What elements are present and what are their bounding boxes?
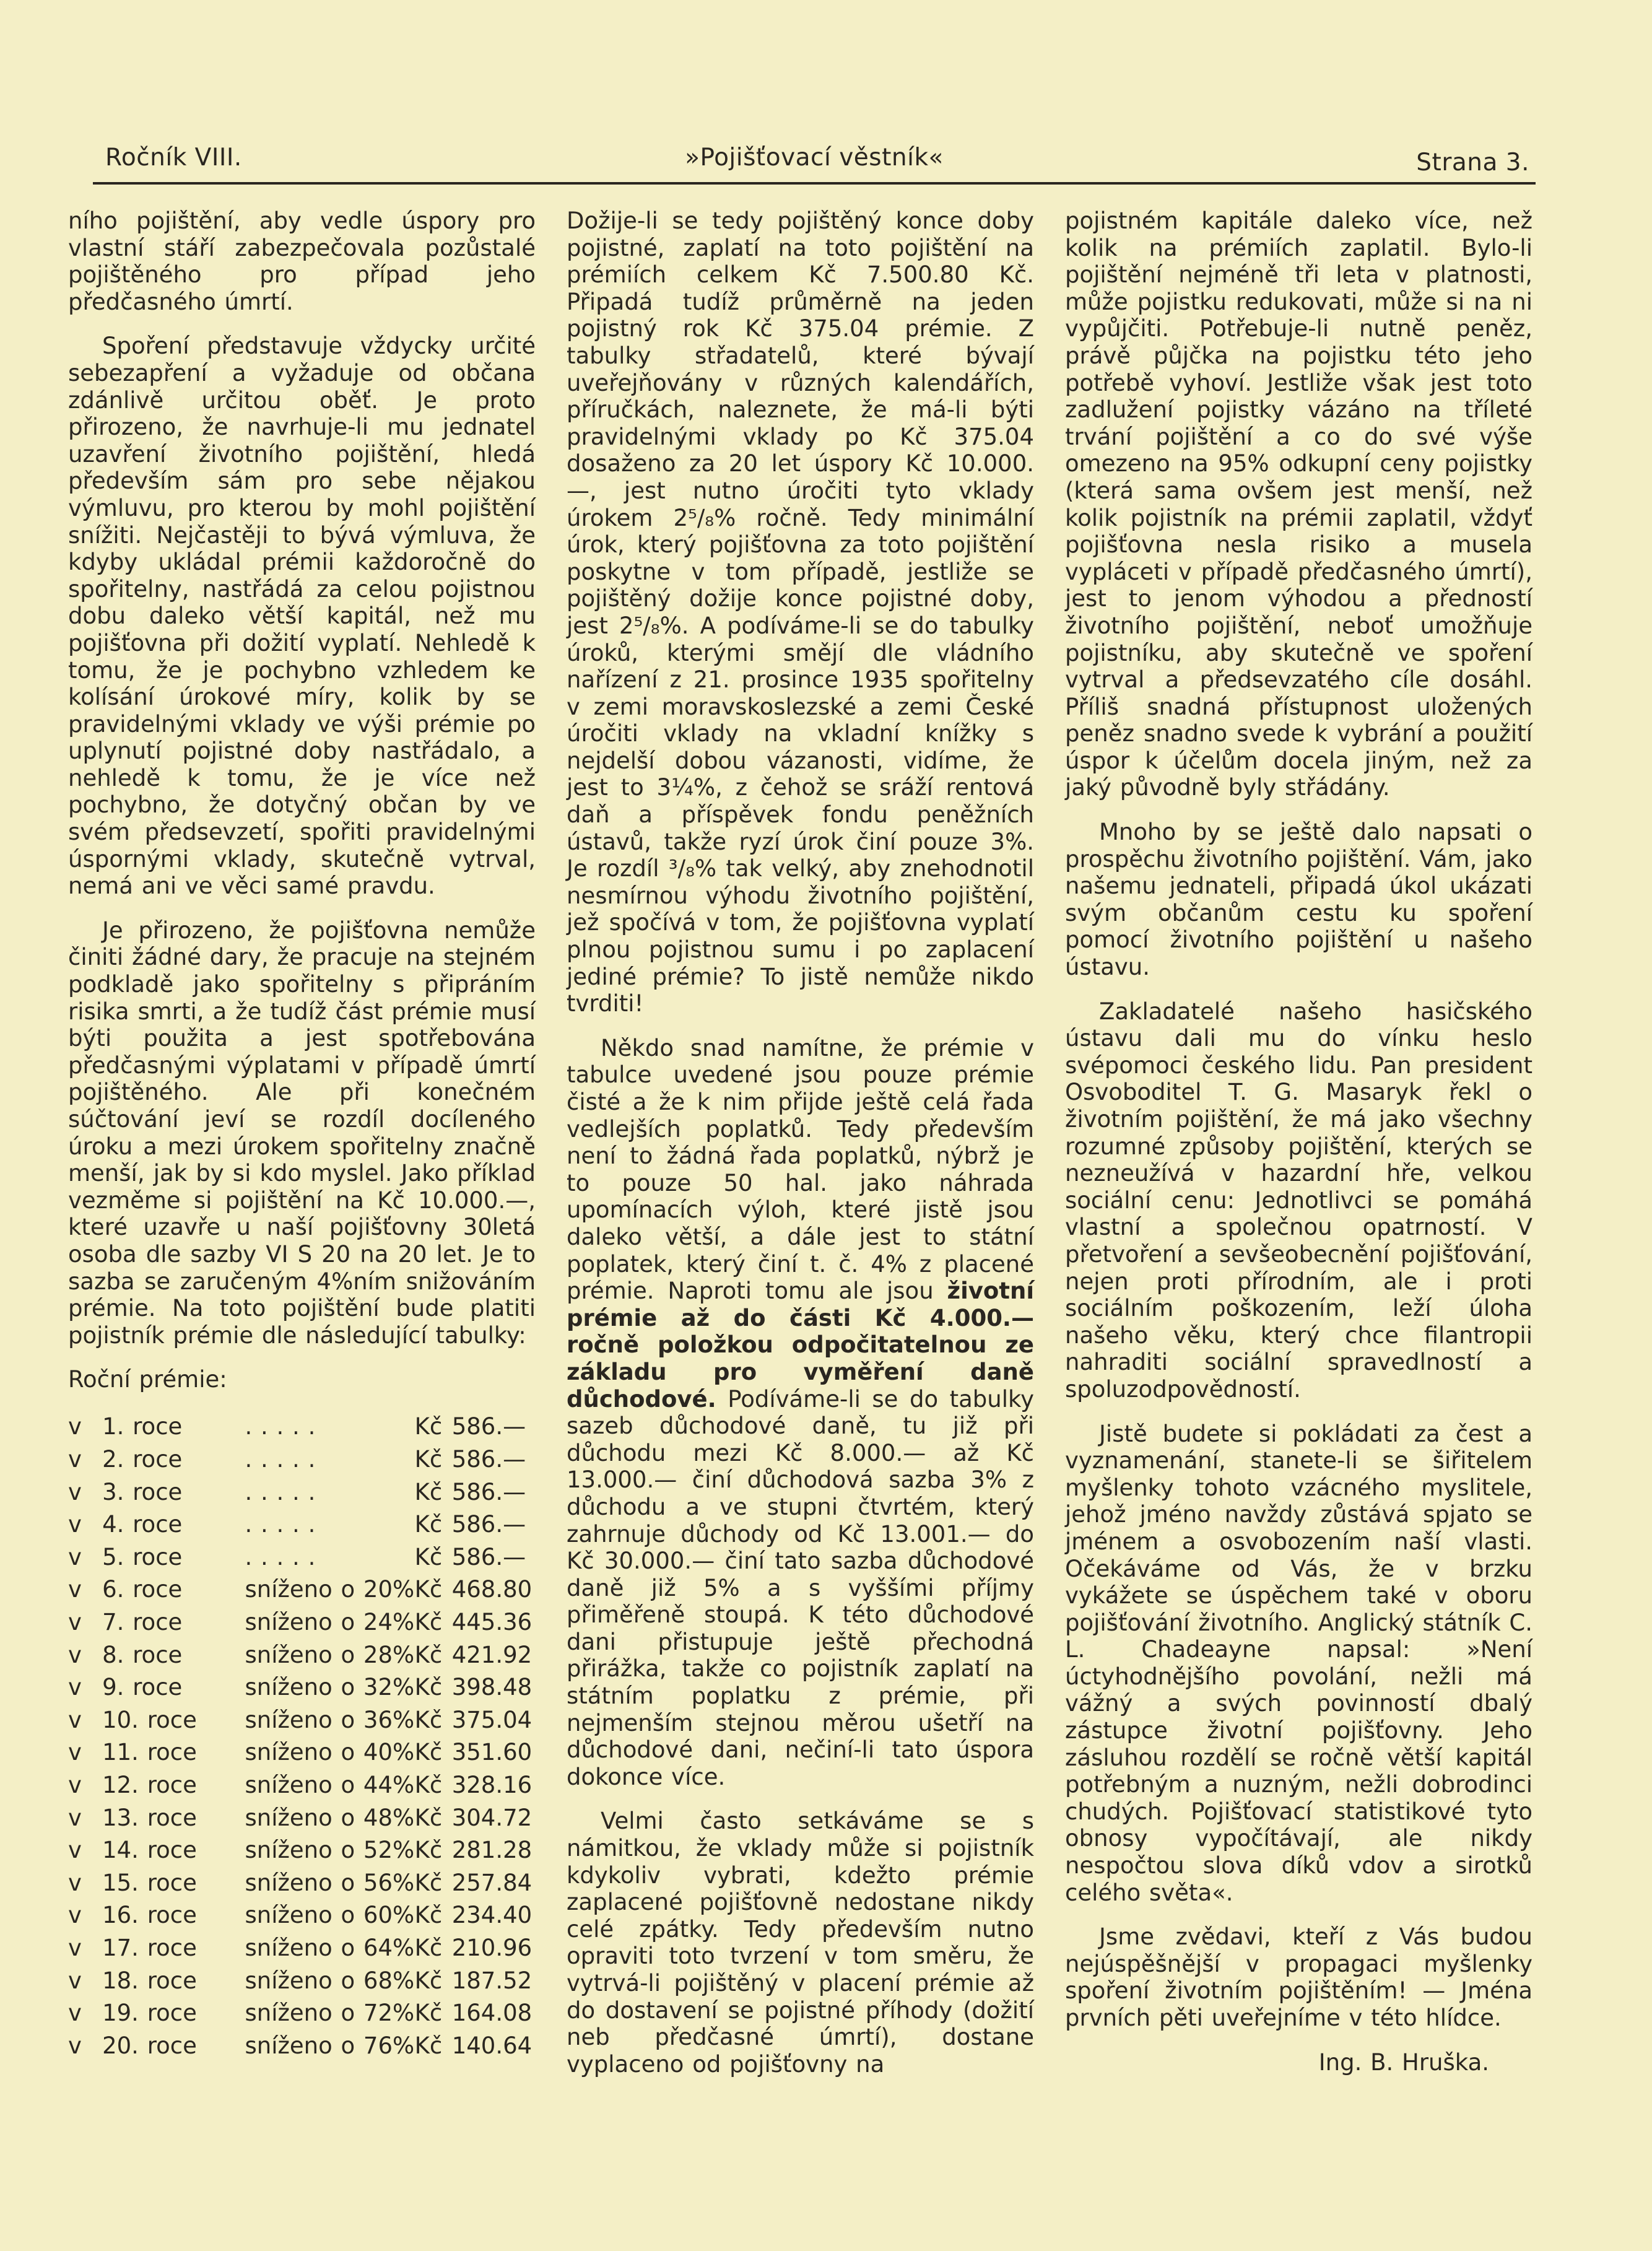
currency-cell: Kč — [414, 1543, 443, 1570]
paragraph: Zakladatelé našeho hasičského ústavu dali mu do vínku heslo svépomoci českého lidu. Pan president Osvoboditel T. G. Masaryk řekl o životním pojištění, že má jako všechny rozumné způsoby pojištění, kterých se nezneužívá v hazardní hře, velkou sociální cenu: Jednotlivci se pomáhá vlastní a společnou opatrností. V přetvoření a sevšeobecnění pojišťování, nejen proti přírodním, ale i proti sociálním poškozením, leží úloha našeho věku, který chce filantropii nahraditi sociální spravedlností a spoluzodpovědností. — [1065, 998, 1532, 1403]
reduction-cell: . . . . . — [245, 1511, 316, 1538]
row-prefix: v — [68, 1967, 82, 1994]
paragraph: Velmi často setkáváme se s námitkou, že vklady může si pojistník kdykoliv vybrati, kdežto prémie zaplacené pojišťovně nedostane nikdy celé zpátky. Tedy především nutno opraviti toto tvrzení v tom směru, že vytrvá-li pojištěný v placení prémie až do dostavení se pojistné příhody (dožití neb předčasné úmrtí), dostane vyplaceno od pojišťovny na — [567, 1808, 1034, 2078]
paragraph: Je přirozeno, že pojišťovna nemůže činiti žádné dary, že pracuje na stejném podkladě jako spořitelny s připráním risika smrti, a že tudíž část prémie musí býti použita a jest spotřebována předčasnými výplatami v případě úmrtí pojištěného. Ale při konečném súčtování jeví se rozdíl docíleného úroku a mezi úrokem spořitelny značně menší, jak by si kdo myslel. Jako příklad vezměme si pojištění na Kč 10.000.—, které uzavře u naší pojišťovny 30letá osoba dle sazby VI S 20 na 20 let. Je to sazba se zaručeným 4%ním snižováním prémie. Na toto pojištění bude platiti pojistník prémie dle následující tabulky: — [68, 917, 536, 1349]
table-row — [68, 1411, 545, 1443]
row-prefix: v — [68, 1413, 82, 1440]
currency-cell: Kč — [414, 1837, 443, 1864]
row-prefix: v — [68, 1837, 82, 1864]
reduction-cell: sníženo o 40% — [245, 1739, 415, 1766]
currency-cell: Kč — [414, 1804, 443, 1831]
amount-cell: 210.96 — [451, 1934, 533, 1961]
currency-cell: Kč — [414, 1771, 443, 1798]
currency-cell: Kč — [414, 1511, 443, 1538]
paragraph: Dožije-li se tedy pojištěný konce doby pojistné, zaplatí na toto pojištění na prémiích celkem Kč 7.500.80 Kč. Připadá tudíž průměrně na jeden pojistný rok Kč 375.04 prémie. Z tabulky střadatelů, které bývají uveřejňovány v různých kalendářích, příručkách, naleznete, že má-li býti pravidelnými vklady po Kč 375.04 dosaženo za 20 let úspory Kč 10.000.—, jest nutno úročiti tyto vklady úrokem 2⁵/₈% ročně. Tedy minimální úrok, který pojišťovna za toto pojištění poskytne v tom případě, jestliže se pojištěný dožije konce pojistné doby, jest 2⁵/₈%. A podíváme-li se do tabulky úroků, kterými smějí dle vládního nařízení z 21. prosince 1935 spořitelny v zemi moravskoslezské a zemi České úročiti vklady na vkladní knížky s nejdelší dobou vázanosti, vidíme, že jest to 3¼%, z čehož se sráží rentová daň a příspěvek fondu peněžních ústavů, takže ryzí úrok činí pouze 3%. Je rozdíl ³/₈% tak velký, aby znehodnotil nesmírnou výhodu životního pojištění, jež spočívá v tom, že pojišťovna vyplatí plnou pojistnou sumu i po zaplacení jediné prémie? To jistě nemůže nikdo tvrditi! — [567, 207, 1034, 1017]
row-prefix: v — [68, 2000, 82, 2027]
row-prefix: v — [68, 1869, 82, 1896]
row-prefix: v — [68, 1609, 82, 1635]
column-1 — [68, 207, 536, 2062]
table-row — [68, 1639, 545, 1671]
amount-cell: 187.52 — [451, 1967, 533, 1994]
volume-label: Ročník VIII. — [105, 144, 242, 172]
currency-cell: Kč — [414, 1967, 443, 1994]
currency-cell: Kč — [414, 1576, 443, 1603]
reduction-cell: . . . . . — [245, 1478, 316, 1505]
table-row — [68, 1704, 545, 1736]
amount-cell: 164.08 — [451, 2000, 533, 2027]
paragraph: ního pojištění, aby vedle úspory pro vlastní stáří zabezpečovala pozůstalé pojištěného pro případ jeho předčasného úmrtí. — [68, 207, 536, 315]
author-signature: Ing. B. Hruška. — [1318, 2049, 1489, 2076]
table-row — [68, 1509, 545, 1541]
year-cell: 12. roce — [102, 1771, 197, 1798]
header-rule — [93, 182, 1536, 185]
table-row — [68, 1964, 545, 1997]
reduction-cell: sníženo o 60% — [245, 1902, 415, 1929]
currency-cell: Kč — [414, 2000, 443, 2027]
reduction-cell: sníženo o 76% — [245, 2032, 415, 2059]
column-3 — [1065, 207, 1532, 2076]
paragraph: Spoření představuje vždycky určité sebezapření a vyžaduje od občana zdánlivě určitou oběť. Je proto přirozeno, že navrhuje-li mu jednatel uzavření životního pojištění, hledá především sám pro sebe nějakou výmluvu, pro kterou by mohl pojištění snížiti. Nejčastěji to bývá výmluva, že kdyby ukládal prémii každoročně do spořitelny, nastřádá za celou pojistnou dobu daleko větší kapitál, než mu pojišťovna při dožití vyplatí. Nehledě k tomu, že je pochybno vzhledem ke kolísání úrokové míry, kolik by se pravidelnými vklady ve výši prémie po uplynutí pojistné doby nastřádalo, a nehledě k tomu, že je více než pochybno, že dotyčný občan by ve svém předsevzetí, spořiti pravidelnými úspornými vklady, skutečně vytrval, nemá ani ve věci samé pravdu. — [68, 333, 536, 900]
currency-cell: Kč — [414, 1478, 443, 1505]
amount-cell: 375.04 — [451, 1706, 533, 1733]
paragraph: Jistě budete si pokládati za čest a vyznamenání, stanete-li se šiřitelem myšlenky tohoto vzácného myslitele, jehož jméno navždy zůstává spjato se jménem a osvobozením naší vlasti. Očekáváme od Vás, že v brzku vykážete se úspěchem také v oboru pojišťování životního. Anglický státník C. L. Chadeayne napsal: »Není úctyhodnějšího povolání, nežli má vážný a svých povinností dbalý zástupce životní pojišťovny. Jeho zásluhou rozdělí se ročně větší kapitál potřebným a nuzným, nežli dobrodinci chudých. Pojišťovací statistikové tyto obnosy vypočítávají, ale nikdy nespočtou slova díků vdov a sirotků celého světa«. — [1065, 1420, 1532, 1906]
amount-cell: 586.— — [451, 1543, 526, 1570]
table-row — [68, 1769, 545, 1801]
year-cell: 2. roce — [102, 1446, 183, 1473]
year-cell: 1. roce — [102, 1413, 183, 1440]
amount-cell: 445.36 — [451, 1609, 533, 1635]
amount-cell: 257.84 — [451, 1869, 533, 1896]
table-row — [68, 1834, 545, 1867]
table-row — [68, 1997, 545, 2030]
currency-cell: Kč — [414, 1739, 443, 1766]
table-row — [68, 1443, 545, 1476]
table-row — [68, 1541, 545, 1574]
reduction-cell: sníženo o 36% — [245, 1706, 415, 1733]
row-prefix: v — [68, 1706, 82, 1733]
row-prefix: v — [68, 1739, 82, 1766]
currency-cell: Kč — [414, 1413, 443, 1440]
year-cell: 9. roce — [102, 1674, 183, 1701]
table-row — [68, 1931, 545, 1964]
premium-table-title: Roční prémie: — [68, 1366, 227, 1393]
currency-cell: Kč — [414, 1706, 443, 1733]
row-prefix: v — [68, 1934, 82, 1961]
amount-cell: 351.60 — [451, 1739, 533, 1766]
year-cell: 7. roce — [102, 1609, 183, 1635]
amount-cell: 468.80 — [451, 1576, 533, 1603]
paragraph: Mnoho by se ještě dalo napsati o prospěchu životního pojištění. Vám, jako našemu jednateli, připadá úkol ukázati svým občanům cestu ku spoření pomocí životního pojištění u našeho ústavu. — [1065, 819, 1532, 981]
table-row — [68, 1606, 545, 1639]
amount-cell: 586.— — [451, 1446, 526, 1473]
reduction-cell: sníženo o 20% — [245, 1576, 415, 1603]
column-2 — [567, 207, 1034, 2095]
currency-cell: Kč — [414, 1869, 443, 1896]
amount-cell: 234.40 — [451, 1902, 533, 1929]
reduction-cell: sníženo o 32% — [245, 1674, 415, 1701]
year-cell: 20. roce — [102, 2032, 197, 2059]
reduction-cell: . . . . . — [245, 1543, 316, 1570]
amount-cell: 586.— — [451, 1511, 526, 1538]
table-row — [68, 1866, 545, 1899]
table-row — [68, 1671, 545, 1704]
table-row — [68, 2029, 545, 2062]
year-cell: 6. roce — [102, 1576, 183, 1603]
year-cell: 11. roce — [102, 1739, 197, 1766]
reduction-cell: sníženo o 44% — [245, 1771, 415, 1798]
reduction-cell: sníženo o 48% — [245, 1804, 415, 1831]
bold-text-run: životní prémie až do části Kč 4.000.— ročně položkou odpočitatelnou ze základu pro vyměření daně důchodové. — [567, 1278, 1034, 1413]
page-number: Strana 3. — [1416, 149, 1529, 176]
reduction-cell: . . . . . — [245, 1413, 316, 1440]
reduction-cell: . . . . . — [245, 1446, 316, 1473]
year-cell: 17. roce — [102, 1934, 197, 1961]
reduction-cell: sníženo o 68% — [245, 1967, 415, 1994]
text-run: Někdo snad namítne, že prémie v tabulce uvedené jsou pouze prémie čisté a že k nim přijde ještě celá řada vedlejších poplatků. Tedy především není to žádná řada poplatků, nýbrž je to pouze 50 hal. jako náhrada upomínacích výloh, které jistě jsou daleko větší, a dále jest to státní poplatek, který činí t. č. 4% z placené prémie. Naproti tomu ale jsou — [567, 1034, 1034, 1305]
table-row — [68, 1476, 545, 1509]
row-prefix: v — [68, 1446, 82, 1473]
amount-cell: 421.92 — [451, 1641, 533, 1668]
year-cell: 13. roce — [102, 1804, 197, 1831]
row-prefix: v — [68, 1674, 82, 1701]
table-row — [68, 1801, 545, 1834]
table-row — [68, 1899, 545, 1932]
reduction-cell: sníženo o 52% — [245, 1837, 415, 1864]
row-prefix: v — [68, 1576, 82, 1603]
row-prefix: v — [68, 1902, 82, 1929]
currency-cell: Kč — [414, 1674, 443, 1701]
currency-cell: Kč — [414, 1641, 443, 1668]
currency-cell: Kč — [414, 2032, 443, 2059]
reduction-cell: sníženo o 28% — [245, 1641, 415, 1668]
currency-cell: Kč — [414, 1446, 443, 1473]
year-cell: 15. roce — [102, 1869, 197, 1896]
page-header — [93, 144, 1536, 187]
year-cell: 3. roce — [102, 1478, 183, 1505]
row-prefix: v — [68, 1478, 82, 1505]
row-prefix: v — [68, 1804, 82, 1831]
row-prefix: v — [68, 2032, 82, 2059]
row-prefix: v — [68, 1641, 82, 1668]
premium-table — [68, 1411, 545, 2062]
year-cell: 14. roce — [102, 1837, 197, 1864]
paragraph: Jsme zvědavi, kteří z Vás budou nejúspěšnější v propagaci myšlenky spoření životním pojištěním! — Jména prvních pěti uveřejníme v této hlídce. — [1065, 1923, 1532, 2031]
amount-cell: 304.72 — [451, 1804, 533, 1831]
currency-cell: Kč — [414, 1609, 443, 1635]
year-cell: 4. roce — [102, 1511, 183, 1538]
currency-cell: Kč — [414, 1934, 443, 1961]
amount-cell: 586.— — [451, 1413, 526, 1440]
amount-cell: 281.28 — [451, 1837, 533, 1864]
table-row — [68, 1574, 545, 1606]
journal-title: »Pojišťovací věstník« — [685, 144, 944, 172]
reduction-cell: sníženo o 72% — [245, 2000, 415, 2027]
year-cell: 10. roce — [102, 1706, 197, 1733]
reduction-cell: sníženo o 56% — [245, 1869, 415, 1896]
year-cell: 19. roce — [102, 2000, 197, 2027]
reduction-cell: sníženo o 24% — [245, 1609, 415, 1635]
row-prefix: v — [68, 1543, 82, 1570]
year-cell: 8. roce — [102, 1641, 183, 1668]
amount-cell: 328.16 — [451, 1771, 533, 1798]
reduction-cell: sníženo o 64% — [245, 1934, 415, 1961]
paragraph: pojistném kapitále daleko více, než kolik na prémiích zaplatil. Bylo-li pojištění nejméně tři leta v platnosti, může pojistku redukovati, může si na ni vypůjčiti. Potřebuje-li nutně peněz, právě půjčka na pojistku této jeho potřebě vyhoví. Jestliže však jest toto zadlužení pojistky vázáno na tříleté trvání pojištění a co do své výše omezeno na 95% odkupní ceny pojistky (která sama ovšem jest menší, než kolik pojistník na prémii zaplatil, vždyť pojišťovna nesla risiko a musela vypláceti v případě předčasného úmrtí), jest to jenom výhodou a předností životního pojištění, neboť umožňuje pojistníku, aby skutečně ve spoření vytrval a předsevzatého cíle dosáhl. Příliš snadná přístupnost uložených peněz snadno svede k vybrání a použití úspor k účelům docela jiným, než za jaký původně byly střádány. — [1065, 207, 1532, 801]
row-prefix: v — [68, 1511, 82, 1538]
amount-cell: 586.— — [451, 1478, 526, 1505]
row-prefix: v — [68, 1771, 82, 1798]
year-cell: 16. roce — [102, 1902, 197, 1929]
amount-cell: 398.48 — [451, 1674, 533, 1701]
amount-cell: 140.64 — [451, 2032, 533, 2059]
text-run: Podíváme-li se do tabulky sazeb důchodové daně, tu již při důchodu mezi Kč 8.000.— až Kč 13.000.— činí důchodová sazba 3% z důchodu a ve stupni čtvrtém, který zahrnuje důchody od Kč 13.001.— do Kč 30.000.— činí tato sazba důchodové daně již 5% a s vyššími příjmy přiměřeně stoupá. K této důchodové dani přistupuje ještě přechodná přirážka, takže co pojistník zaplatí na státním poplatku z prémie, při nejmenším stejnou měrou ušetří na důchodové dani, nečiní-li tato úspora dokonce více. — [567, 1385, 1034, 1790]
table-row — [68, 1736, 545, 1769]
paragraph — [567, 1035, 1034, 1791]
year-cell: 18. roce — [102, 1967, 197, 1994]
year-cell: 5. roce — [102, 1543, 183, 1570]
currency-cell: Kč — [414, 1902, 443, 1929]
